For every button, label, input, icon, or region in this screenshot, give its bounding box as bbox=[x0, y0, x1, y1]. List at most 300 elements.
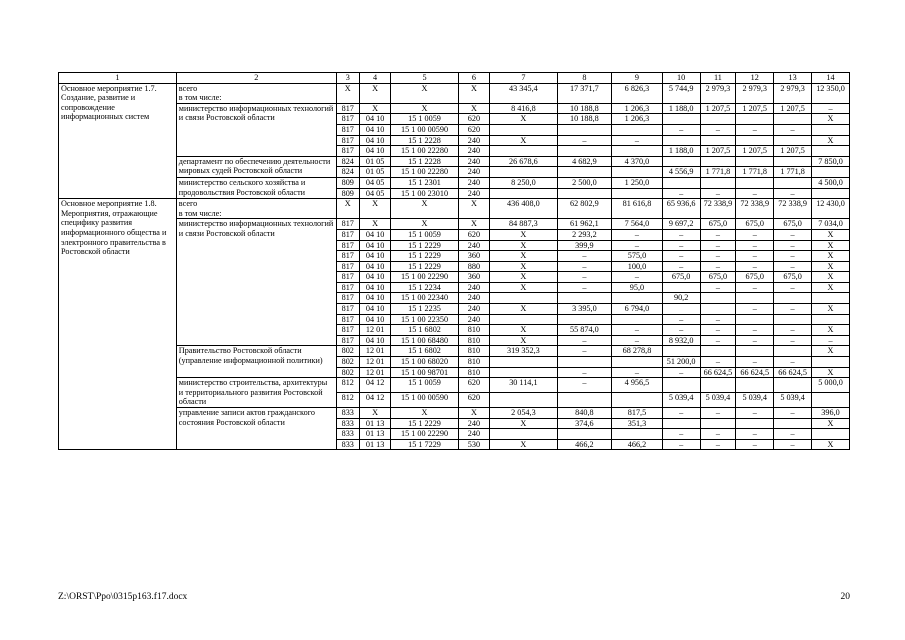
table-cell bbox=[662, 346, 700, 357]
table-cell: – bbox=[557, 272, 612, 283]
table-cell: X bbox=[812, 261, 850, 272]
table-cell bbox=[812, 167, 850, 178]
table-cell: – bbox=[736, 229, 774, 240]
table-cell bbox=[774, 314, 812, 325]
table-cell: – bbox=[557, 367, 612, 378]
table-cell: 5 039,4 bbox=[736, 393, 774, 408]
table-cell: 817 bbox=[336, 114, 359, 125]
table-cell: 12 01 bbox=[359, 367, 391, 378]
table-cell bbox=[700, 177, 736, 188]
table-cell: 810 bbox=[458, 357, 490, 368]
table-cell: 466,2 bbox=[557, 439, 612, 450]
table-cell: X bbox=[490, 272, 557, 283]
table-cell: 04 10 bbox=[359, 304, 391, 315]
table-cell: 2 500,0 bbox=[557, 177, 612, 188]
table-cell: 1 250,0 bbox=[612, 177, 662, 188]
table-cell: 817 bbox=[336, 261, 359, 272]
table-cell: – bbox=[557, 346, 612, 357]
table-cell: 04 10 bbox=[359, 240, 391, 251]
table-cell: 817,5 bbox=[612, 408, 662, 419]
table-cell: 809 bbox=[336, 188, 359, 199]
table-cell bbox=[612, 393, 662, 408]
table-cell bbox=[736, 135, 774, 146]
table-cell: 04 10 bbox=[359, 314, 391, 325]
table-cell: 817 bbox=[336, 325, 359, 336]
table-cell: – bbox=[774, 304, 812, 315]
table-cell bbox=[490, 124, 557, 135]
table-cell: 812 bbox=[336, 393, 359, 408]
table-cell: X bbox=[490, 439, 557, 450]
table-cell: 15 1 0059 bbox=[391, 114, 458, 125]
table-cell bbox=[812, 357, 850, 368]
table-cell bbox=[774, 378, 812, 393]
table-cell: 824 bbox=[336, 167, 359, 178]
table-cell: 04 10 bbox=[359, 272, 391, 283]
table-cell bbox=[557, 314, 612, 325]
table-cell bbox=[812, 146, 850, 157]
footer-filename: Z:\ORST\Ppo\0315p163.f17.docx bbox=[58, 592, 188, 602]
table-cell: 240 bbox=[458, 188, 490, 199]
table-row bbox=[59, 199, 850, 219]
table-cell bbox=[774, 418, 812, 429]
table-cell bbox=[736, 177, 774, 188]
table-cell bbox=[774, 293, 812, 304]
table-cell: X bbox=[490, 114, 557, 125]
table-cell: – bbox=[700, 335, 736, 346]
table-cell: 466,2 bbox=[612, 439, 662, 450]
table-cell bbox=[774, 114, 812, 125]
table-cell: 802 bbox=[336, 367, 359, 378]
table-cell: 4 956,5 bbox=[612, 378, 662, 393]
table-cell: 319 352,3 bbox=[490, 346, 557, 357]
table-cell: – bbox=[736, 335, 774, 346]
table-cell: 1 207,5 bbox=[700, 146, 736, 157]
table-cell: X bbox=[458, 103, 490, 114]
table-cell: 12 01 bbox=[359, 357, 391, 368]
table-cell: 10 188,8 bbox=[557, 103, 612, 114]
table-cell: – bbox=[700, 429, 736, 440]
table-cell: – bbox=[774, 188, 812, 199]
table-cell: 399,9 bbox=[557, 240, 612, 251]
table-cell bbox=[700, 293, 736, 304]
table-cell: 817 bbox=[336, 240, 359, 251]
table-cell bbox=[812, 314, 850, 325]
table-cell: 04 10 bbox=[359, 146, 391, 157]
table-cell bbox=[662, 156, 700, 167]
table-cell bbox=[557, 167, 612, 178]
table-cell: X bbox=[812, 325, 850, 336]
table-cell: 04 10 bbox=[359, 335, 391, 346]
table-cell: 240 bbox=[458, 240, 490, 251]
table-cell: 15 1 2229 bbox=[391, 240, 458, 251]
table-cell: X bbox=[391, 408, 458, 419]
table-cell: 240 bbox=[458, 304, 490, 315]
table-cell bbox=[612, 167, 662, 178]
table-cell bbox=[812, 124, 850, 135]
table-cell: – bbox=[700, 325, 736, 336]
table-cell: 620 bbox=[458, 114, 490, 125]
table-cell: 01 13 bbox=[359, 429, 391, 440]
table-cell bbox=[557, 146, 612, 157]
table-cell: – bbox=[557, 378, 612, 393]
table-cell: X bbox=[490, 240, 557, 251]
table-cell: 7 034,0 bbox=[812, 219, 850, 230]
table-cell: 61 962,1 bbox=[557, 219, 612, 230]
budget-table bbox=[58, 72, 850, 450]
table-cell: – bbox=[774, 429, 812, 440]
table-cell: 15 1 6802 bbox=[391, 346, 458, 357]
column-header-5: 5 bbox=[391, 73, 458, 84]
table-cell: 240 bbox=[458, 293, 490, 304]
table-cell: 5 744,9 bbox=[662, 83, 700, 103]
column-header-7: 7 bbox=[490, 73, 557, 84]
table-cell: 15 1 00 23010 bbox=[391, 188, 458, 199]
table-cell: – bbox=[736, 282, 774, 293]
table-cell: 66 624,5 bbox=[774, 367, 812, 378]
table-row bbox=[59, 378, 850, 393]
table-cell: – bbox=[774, 439, 812, 450]
table-cell: 17 371,7 bbox=[557, 83, 612, 103]
table-cell: – bbox=[662, 439, 700, 450]
column-header-13: 13 bbox=[774, 73, 812, 84]
table-cell: – bbox=[612, 229, 662, 240]
table-cell bbox=[736, 314, 774, 325]
table-row bbox=[59, 219, 850, 230]
table-cell: – bbox=[612, 135, 662, 146]
table-cell: 8 250,0 bbox=[490, 177, 557, 188]
table-cell: 15 1 2301 bbox=[391, 177, 458, 188]
table-cell: 802 bbox=[336, 346, 359, 357]
executor-name: министерство информационных технологий и связи Ростовской области bbox=[176, 103, 336, 156]
table-cell: – bbox=[736, 188, 774, 199]
table-cell: 2 979,3 bbox=[774, 83, 812, 103]
table-cell: 15 1 00 68020 bbox=[391, 357, 458, 368]
table-cell: 833 bbox=[336, 408, 359, 419]
table-cell: – bbox=[662, 261, 700, 272]
table-cell: 240 bbox=[458, 282, 490, 293]
table-cell: 1 207,5 bbox=[736, 146, 774, 157]
table-cell: – bbox=[700, 229, 736, 240]
table-cell: 66 624,5 bbox=[700, 367, 736, 378]
table-cell: 12 01 bbox=[359, 346, 391, 357]
table-cell: 15 1 6802 bbox=[391, 325, 458, 336]
table-cell: 15 1 00 22290 bbox=[391, 429, 458, 440]
executor-name: министерство информационных технологий и связи Ростовской области bbox=[176, 219, 336, 346]
table-cell: 15 1 0059 bbox=[391, 229, 458, 240]
table-cell: 1 206,3 bbox=[612, 103, 662, 114]
table-cell: 04 10 bbox=[359, 261, 391, 272]
table-cell: 15 1 00 22280 bbox=[391, 167, 458, 178]
table-cell: X bbox=[490, 282, 557, 293]
table-cell: – bbox=[736, 439, 774, 450]
column-header-6: 6 bbox=[458, 73, 490, 84]
table-cell: 6 826,3 bbox=[612, 83, 662, 103]
column-header-12: 12 bbox=[736, 73, 774, 84]
table-cell: 7 850,0 bbox=[812, 156, 850, 167]
table-row bbox=[59, 177, 850, 188]
table-cell bbox=[557, 393, 612, 408]
table-cell: 15 1 2228 bbox=[391, 156, 458, 167]
table-cell: 5 039,4 bbox=[700, 393, 736, 408]
table-cell bbox=[557, 124, 612, 135]
table-cell: 817 bbox=[336, 229, 359, 240]
table-cell: 04 12 bbox=[359, 393, 391, 408]
table-cell: 351,3 bbox=[612, 418, 662, 429]
table-cell: 15 1 2234 bbox=[391, 282, 458, 293]
table-cell bbox=[662, 304, 700, 315]
table-cell bbox=[700, 418, 736, 429]
table-cell: 04 10 bbox=[359, 135, 391, 146]
table-cell bbox=[612, 188, 662, 199]
table-cell: 833 bbox=[336, 429, 359, 440]
table-cell: 01 05 bbox=[359, 167, 391, 178]
column-header-11: 11 bbox=[700, 73, 736, 84]
table-cell: 833 bbox=[336, 439, 359, 450]
table-cell bbox=[736, 418, 774, 429]
table-cell: 04 10 bbox=[359, 124, 391, 135]
table-cell: – bbox=[812, 103, 850, 114]
table-cell: 802 bbox=[336, 357, 359, 368]
table-cell: 90,2 bbox=[662, 293, 700, 304]
table-cell: X bbox=[812, 135, 850, 146]
table-cell: 5 039,4 bbox=[774, 393, 812, 408]
table-cell bbox=[490, 146, 557, 157]
table-cell: – bbox=[774, 251, 812, 262]
table-cell: X bbox=[336, 83, 359, 103]
table-cell: 01 05 bbox=[359, 156, 391, 167]
table-cell: 2 979,3 bbox=[736, 83, 774, 103]
table-cell: X bbox=[812, 114, 850, 125]
table-cell: 810 bbox=[458, 367, 490, 378]
table-cell: 66 624,5 bbox=[736, 367, 774, 378]
table-cell: X bbox=[458, 408, 490, 419]
table-cell bbox=[612, 429, 662, 440]
table-cell: 12 01 bbox=[359, 325, 391, 336]
table-cell: 68 278,8 bbox=[612, 346, 662, 357]
table-cell: 15 1 00 22340 bbox=[391, 293, 458, 304]
executor-name: всего в том числе: bbox=[176, 83, 336, 103]
table-cell: 12 430,0 bbox=[812, 199, 850, 219]
table-cell: 04 10 bbox=[359, 293, 391, 304]
table-cell: 812 bbox=[336, 378, 359, 393]
table-cell bbox=[557, 429, 612, 440]
table-cell: 1 771,8 bbox=[774, 167, 812, 178]
table-cell: X bbox=[458, 83, 490, 103]
table-cell: 43 345,4 bbox=[490, 83, 557, 103]
table-cell bbox=[490, 393, 557, 408]
table-cell: 5 039,4 bbox=[662, 393, 700, 408]
table-cell: X bbox=[812, 251, 850, 262]
table-cell: X bbox=[391, 103, 458, 114]
table-cell: – bbox=[736, 251, 774, 262]
table-cell: 817 bbox=[336, 282, 359, 293]
table-cell: 04 10 bbox=[359, 251, 391, 262]
table-cell: – bbox=[612, 325, 662, 336]
table-cell: X bbox=[490, 135, 557, 146]
table-cell: 04 12 bbox=[359, 378, 391, 393]
table-cell bbox=[812, 429, 850, 440]
executor-name: управление записи актов гражданского состояния Ростовской области bbox=[176, 408, 336, 450]
table-cell: X bbox=[812, 367, 850, 378]
table-cell bbox=[700, 346, 736, 357]
table-cell: – bbox=[774, 357, 812, 368]
table-cell: 5 000,0 bbox=[812, 378, 850, 393]
table-cell bbox=[812, 293, 850, 304]
table-cell: 8 932,0 bbox=[662, 335, 700, 346]
table-cell: X bbox=[458, 219, 490, 230]
table-cell bbox=[662, 418, 700, 429]
table-cell bbox=[736, 293, 774, 304]
table-cell: 15 1 0059 bbox=[391, 378, 458, 393]
table-cell: 72 338,9 bbox=[700, 199, 736, 219]
table-cell bbox=[612, 314, 662, 325]
measure-name: Основное мероприятие 1.8. Мероприятия, отражающие специфику развития информационного общества и электронного правительства в Ростовской области bbox=[59, 199, 177, 450]
table-cell bbox=[490, 188, 557, 199]
table-cell: – bbox=[662, 429, 700, 440]
table-cell: X bbox=[812, 282, 850, 293]
table-cell: 1 188,0 bbox=[662, 103, 700, 114]
table-cell: – bbox=[736, 240, 774, 251]
table-cell: 817 bbox=[336, 103, 359, 114]
table-cell: – bbox=[736, 124, 774, 135]
table-cell: X bbox=[359, 408, 391, 419]
table-cell: X bbox=[490, 335, 557, 346]
table-cell: 675,0 bbox=[700, 219, 736, 230]
table-cell: – bbox=[700, 124, 736, 135]
table-cell bbox=[774, 135, 812, 146]
page-number: 20 bbox=[840, 592, 850, 602]
table-cell: 15 1 2229 bbox=[391, 418, 458, 429]
table-cell: 15 1 00 68480 bbox=[391, 335, 458, 346]
table-cell: 436 408,0 bbox=[490, 199, 557, 219]
table-cell: 360 bbox=[458, 251, 490, 262]
table-cell: 620 bbox=[458, 124, 490, 135]
table-cell: 4 500,0 bbox=[812, 177, 850, 188]
table-cell bbox=[700, 304, 736, 315]
table-cell: 817 bbox=[336, 251, 359, 262]
table-cell bbox=[612, 146, 662, 157]
table-cell: 2 293,2 bbox=[557, 229, 612, 240]
table-row bbox=[59, 156, 850, 167]
table-cell: X bbox=[490, 251, 557, 262]
table-cell: 620 bbox=[458, 393, 490, 408]
measure-name: Основное мероприятие 1.7. Создание, развитие и сопровождение информационных систем bbox=[59, 83, 177, 199]
table-cell: 2 054,3 bbox=[490, 408, 557, 419]
table-cell: 04 05 bbox=[359, 188, 391, 199]
table-cell: – bbox=[736, 261, 774, 272]
table-cell: – bbox=[700, 357, 736, 368]
table-cell: 530 bbox=[458, 439, 490, 450]
table-cell: 1 207,5 bbox=[736, 103, 774, 114]
table-cell: 817 bbox=[336, 272, 359, 283]
table-cell bbox=[557, 188, 612, 199]
table-cell: 240 bbox=[458, 135, 490, 146]
table-cell: 04 10 bbox=[359, 229, 391, 240]
table-cell bbox=[662, 378, 700, 393]
table-cell: 04 10 bbox=[359, 114, 391, 125]
table-cell: – bbox=[774, 124, 812, 135]
table-cell: X bbox=[359, 219, 391, 230]
table-cell bbox=[490, 367, 557, 378]
table-cell: 809 bbox=[336, 177, 359, 188]
table-cell bbox=[700, 378, 736, 393]
table-cell bbox=[774, 346, 812, 357]
table-cell: 675,0 bbox=[774, 219, 812, 230]
table-cell: 240 bbox=[458, 418, 490, 429]
table-cell: 15 1 00 00590 bbox=[391, 124, 458, 135]
table-cell bbox=[557, 293, 612, 304]
table-cell: 620 bbox=[458, 378, 490, 393]
table-cell: – bbox=[774, 335, 812, 346]
executor-name: всего в том числе: bbox=[176, 199, 336, 219]
executor-name: Правительство Ростовской области (управление информационной политики) bbox=[176, 346, 336, 378]
table-cell: 65 936,6 bbox=[662, 199, 700, 219]
column-header-3: 3 bbox=[336, 73, 359, 84]
table-cell: 1 206,3 bbox=[612, 114, 662, 125]
table-cell: 240 bbox=[458, 156, 490, 167]
table-row bbox=[59, 103, 850, 114]
table-cell: 55 874,0 bbox=[557, 325, 612, 336]
table-cell: – bbox=[700, 261, 736, 272]
table-cell: 95,0 bbox=[612, 282, 662, 293]
table-cell: – bbox=[736, 325, 774, 336]
table-cell: X bbox=[812, 418, 850, 429]
table-cell: – bbox=[774, 408, 812, 419]
table-cell: 240 bbox=[458, 146, 490, 157]
table-cell: 240 bbox=[458, 167, 490, 178]
table-cell: – bbox=[662, 188, 700, 199]
table-cell: 62 802,9 bbox=[557, 199, 612, 219]
column-header-9: 9 bbox=[612, 73, 662, 84]
table-cell: 240 bbox=[458, 314, 490, 325]
table-cell: 7 564,0 bbox=[612, 219, 662, 230]
table-cell: 360 bbox=[458, 272, 490, 283]
table-cell bbox=[736, 114, 774, 125]
table-cell: 30 114,1 bbox=[490, 378, 557, 393]
table-cell: 675,0 bbox=[774, 272, 812, 283]
table-cell: 51 200,0 bbox=[662, 357, 700, 368]
table-cell: 240 bbox=[458, 429, 490, 440]
table-cell: 01 13 bbox=[359, 439, 391, 450]
table-cell: X bbox=[336, 199, 359, 219]
table-cell: – bbox=[612, 240, 662, 251]
table-cell: 374,6 bbox=[557, 418, 612, 429]
table-cell: – bbox=[774, 261, 812, 272]
table-cell: 1 207,5 bbox=[774, 146, 812, 157]
table-cell: 817 bbox=[336, 219, 359, 230]
executor-name: министерство строительства, архитектуры и территориального развития Ростовской области bbox=[176, 378, 336, 408]
table-cell: 880 bbox=[458, 261, 490, 272]
table-cell: – bbox=[736, 304, 774, 315]
table-cell: 1 771,8 bbox=[700, 167, 736, 178]
table-cell: – bbox=[612, 272, 662, 283]
table-cell: 675,0 bbox=[662, 272, 700, 283]
table-cell: 15 1 00 98701 bbox=[391, 367, 458, 378]
table-cell: 817 bbox=[336, 124, 359, 135]
table-cell: 84 887,3 bbox=[490, 219, 557, 230]
table-cell: X bbox=[359, 83, 391, 103]
table-cell: – bbox=[662, 240, 700, 251]
table-cell bbox=[490, 167, 557, 178]
table-cell: 817 bbox=[336, 146, 359, 157]
table-cell bbox=[700, 135, 736, 146]
column-header-8: 8 bbox=[557, 73, 612, 84]
table-cell: – bbox=[774, 325, 812, 336]
table-cell: 81 616,8 bbox=[612, 199, 662, 219]
header-row bbox=[59, 73, 850, 84]
table-cell: 15 1 00 22290 bbox=[391, 272, 458, 283]
table-cell: 817 bbox=[336, 293, 359, 304]
